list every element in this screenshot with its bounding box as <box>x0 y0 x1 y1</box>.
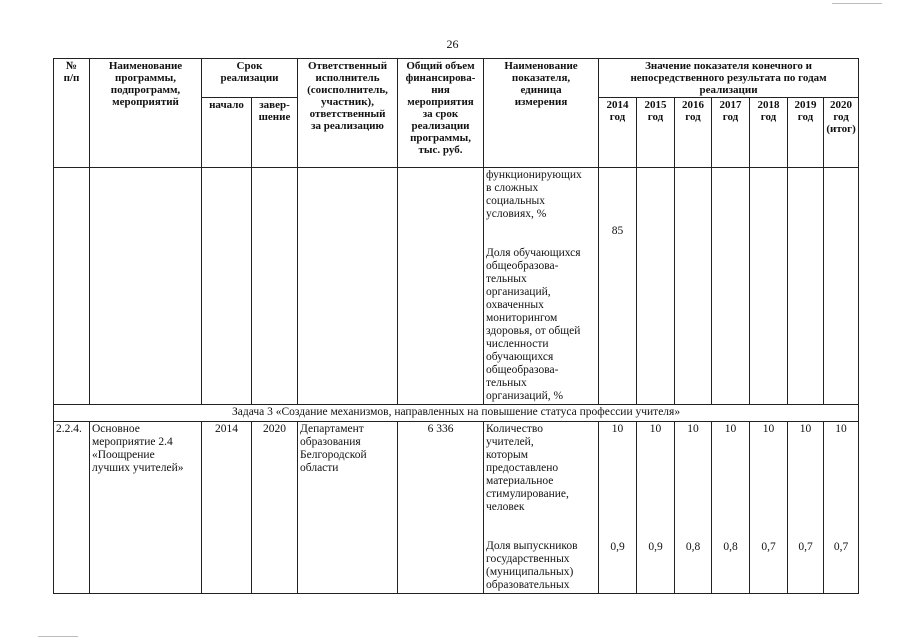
header-values: Значение показателя конечного и непосредственного результата по годам реализации <box>599 59 859 98</box>
value-2-2017: 0,8 <box>723 541 738 553</box>
task-title: Задача 3 «Создание механизмов, направленных на повышение статуса профессии учителя» <box>54 405 859 422</box>
header-term-start: начало <box>202 98 252 168</box>
row-responsible: Департамент образования Белгородской области <box>298 422 398 594</box>
value-2-2015: 0,9 <box>648 541 663 553</box>
value-1-2016: 10 <box>687 423 699 435</box>
row-end: 2020 <box>252 422 298 594</box>
header-year-2016: 2016 год <box>675 98 712 168</box>
value-1-2020: 10 <box>835 423 847 435</box>
value-1-2015: 10 <box>649 423 662 435</box>
scan-mark-top <box>832 3 882 4</box>
row-name: Основное мероприятие 2.4 «Поощрение лучших учителей» <box>90 422 202 594</box>
value-2-2016: 0,8 <box>685 541 701 553</box>
program-table <box>53 58 859 594</box>
value-1-2018: 10 <box>762 423 775 435</box>
header-year-2018: 2018 год <box>750 98 788 168</box>
value-2-2019: 0,7 <box>798 541 813 553</box>
value-cont-2014: 85 <box>611 225 624 237</box>
header-indicator: Наименование показателя, единица измерения <box>484 59 599 168</box>
value-1-2014: 10 <box>611 423 624 435</box>
row-start: 2014 <box>202 422 252 594</box>
indicator-cont-1: функционирующих в сложных социальных условиях, % <box>486 169 582 220</box>
header-responsible: Ответственный исполнитель (соисполнитель, участник), ответственный за реализацию <box>298 59 398 168</box>
header-term-end: завер- шение <box>252 98 298 168</box>
header-term: Срок реализации <box>202 59 298 98</box>
row-funding: 6 336 <box>398 422 484 594</box>
scan-mark-bottom <box>38 636 78 637</box>
table-row <box>54 422 859 594</box>
value-1-2019: 10 <box>799 423 812 435</box>
value-1-2017: 10 <box>724 423 737 435</box>
header-name: Наименование программы, подпрограмм, мероприятий <box>90 59 202 168</box>
value-2-2018: 0,7 <box>761 541 776 553</box>
row-indicator-1: Количество учителей, которым предоставлено материальное стимулирование, человек <box>486 423 569 513</box>
page-number: 26 <box>446 37 459 51</box>
header-year-2017: 2017 год <box>712 98 750 168</box>
row-num: 2.2.4. <box>54 422 90 594</box>
header-year-2020: 2020 год (итог) <box>824 98 859 168</box>
table-row <box>54 405 859 422</box>
header-num: № п/п <box>54 59 90 168</box>
header-year-2019: 2019 год <box>788 98 824 168</box>
header-year-2015: 2015 год <box>637 98 675 168</box>
value-2-2014: 0,9 <box>610 541 625 553</box>
header-funding: Общий объем финансирова- ния мероприятия за срок реализации программы, тыс. руб. <box>398 59 484 168</box>
table-row <box>54 168 859 405</box>
row-indicator-2: Доля выпускников государственных (муниципальных) образовательных <box>486 540 578 591</box>
header-year-2014: 2014 год <box>599 98 637 168</box>
indicator-cont-2: Доля обучающихся общеобразова- тельных организаций, охваченных мониторингом здоровья, от общей численности обучающихся общеобразова- тельных организаций, % <box>486 247 581 402</box>
value-2-2020: 0,7 <box>833 541 849 553</box>
